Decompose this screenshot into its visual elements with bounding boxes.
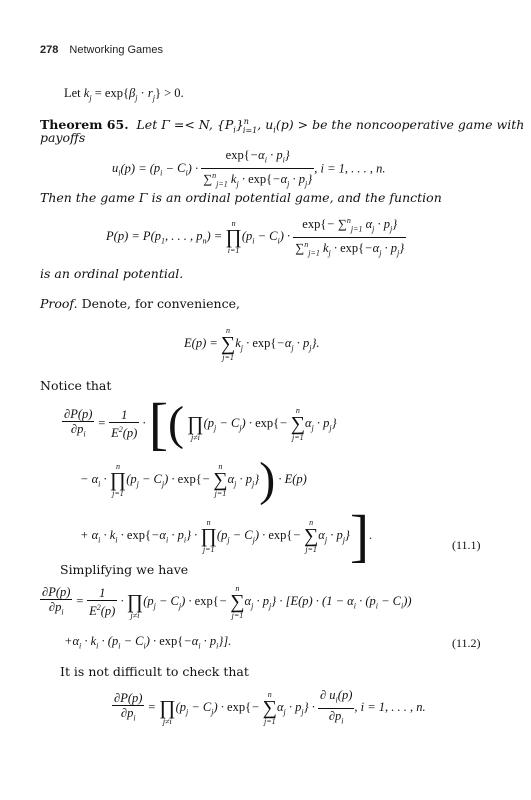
page-number: 278	[40, 44, 59, 56]
theorem-label: Theorem 65.	[40, 117, 129, 133]
derivative-line-3: + $\alpha_i \cdot k_i \cdot \exp\{-\alpha_i \cdot p_i\}$ · n ∏ j=1 $(p_j - C_j) \cdot \exp\{-$ n ∑ j=1 $\alpha_j \cdot p_j$}].	[80, 503, 373, 568]
final-relation: $\frac{\partial P(p)}{\partial p_i}$ = ∏ j≠i $(p_j - C_j) \cdot \exp\{-$ n ∑ j=1 $\alpha_j \cdot p_j$} · $\frac{\partial u_i(p)}{\partial p_i}$ , i = 1, . . . , n.	[114, 688, 426, 726]
simplified-line-2: $+\alpha_i \cdot k_i \cdot (p_i - C_i) \cdot \exp\{-\alpha_i \cdot p_i\}$].	[64, 634, 232, 651]
derivative-line-2: − $\alpha_i$ · n ∏ j=1 $(p_j - C_j) \cdot \exp\{-$ n ∑ j=1 $\alpha_j \cdot p_j\}) \cdot E(p)$	[80, 453, 307, 506]
simplified-line-1: $\frac{\partial P(p)}{\partial p_i}$ = $\frac{1}{E^2(p)}$ · ∏ j≠i $(p_j - C_j) \cdot \exp\{-$ n ∑ j=1 $\alpha_j \cdot p_j\} \cdot [E(p) \cdot (1 - \alpha_i \cdot (p_i - C_i))$	[42, 584, 412, 620]
potential-equation: $P(p) = P(p_1$, . . . , $p_n$) = n ∏ i=1 $(p_i - C_i)$ · $\frac{\exp\{- \sum^n_{j=1} \alpha_j \cdot p_j\}}{\sum^n_{j=1} k_j \cdot \exp\{-\alpha_j \cdot p_j\}}$	[106, 216, 405, 258]
is-ordinal-text: is an ordinal potential.	[40, 266, 184, 281]
running-header	[40, 44, 163, 56]
notice-that: Notice that	[40, 378, 112, 393]
final-range: , i = 1, . . . , n.	[354, 699, 426, 714]
then-text: Then the game Γ is an ordinal potential game, and the function	[40, 190, 442, 205]
equation-number-11-1: (11.1)	[452, 538, 481, 552]
theorem-payoffs-word: payoffs	[40, 130, 86, 145]
let-kj-line: Let $k_j = \exp\{\beta_j \cdot r_j\} > 0$.	[64, 86, 184, 103]
equation-number-11-2: (11.2)	[452, 636, 481, 650]
payoff-equation: $u_i(p) = (p_i - C_i)$ · $\frac{\exp\{-\alpha_i \cdot p_i\}}{\sum^n_{j=1} k_j \cdot \exp\{-\alpha_j \cdot p_j\}}$ , i = 1, . . . , n.	[112, 148, 386, 189]
not-difficult-text: It is not difficult to check that	[60, 664, 249, 679]
proof-label: Proof.	[40, 296, 78, 311]
e-definition: E(p) = n ∑ j=1 $k_j \cdot \exp\{-\alpha_j \cdot p_j\}$.	[184, 326, 320, 362]
proof-text: Denote, for convenience,	[81, 296, 240, 311]
theorem-statement: Theorem 65. Let Γ =< N, $\{P_i\}^n_{i=1}$, $u_i(p)$ > be the noncooperative game with	[40, 117, 525, 135]
proof-line	[40, 296, 240, 312]
simplifying-text: Simplifying we have	[60, 562, 189, 577]
running-title: Networking Games	[69, 44, 163, 56]
payoff-range: , i = 1, . . . , n.	[314, 161, 386, 176]
derivative-line-1: $\frac{\partial P(p)}{\partial p_i}$ = $\frac{1}{E^2(p)}$ · [( ∏ j≠i $(p_j - C_j) \cdot \exp\{-$ n ∑ j=1 $\alpha_j \cdot p_j$}	[64, 391, 337, 456]
